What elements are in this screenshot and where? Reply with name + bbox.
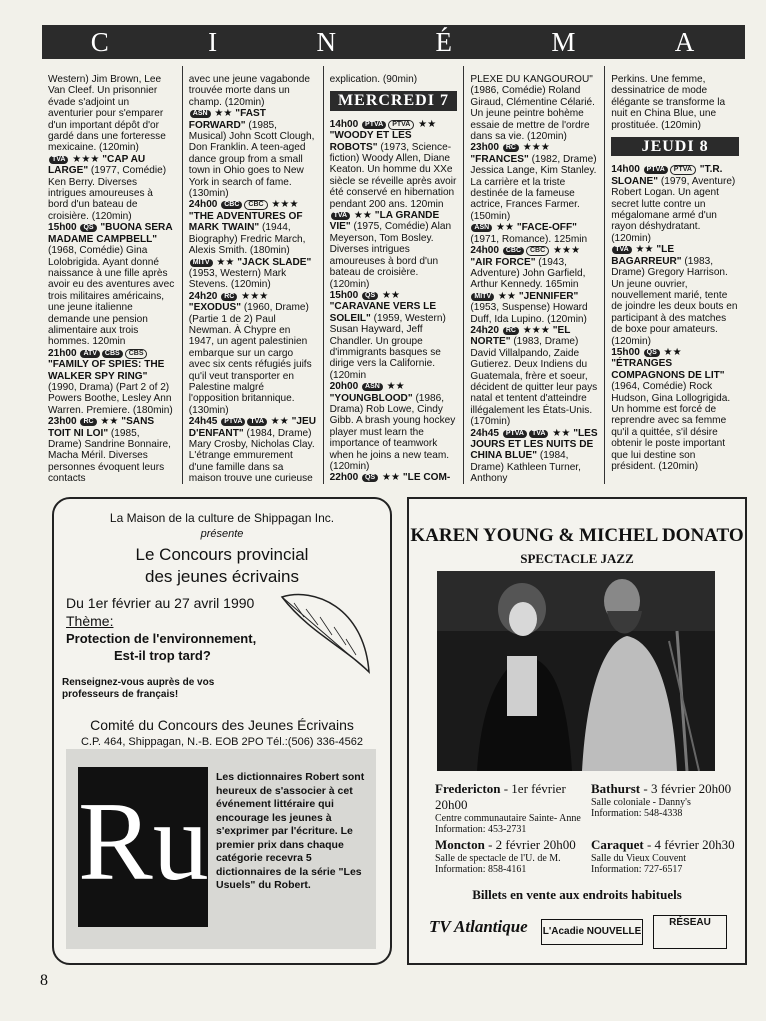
listing-time: 15h00 — [611, 346, 643, 358]
show-caraquet — [591, 837, 741, 875]
rating-stars: ★★★ — [238, 290, 269, 302]
movie-title: "AIR FORCE" — [470, 256, 539, 268]
channel-badge: PTVA — [644, 166, 668, 174]
movie-title: "T.R. SLOANE" — [611, 164, 723, 187]
ad-address: C.P. 464, Shippagan, N.-B. EOB 2PO Tél.:(506) 336-4562 — [80, 736, 364, 748]
movie-description: (1984, Drame) Kathleen Turner, Anthony — [470, 450, 581, 484]
movie-description: (1975, Comédie) Alan Meyerson, Tom Bosley. Diverses intrigues amoureuses à bord d'un bateau de croisière. (120min) — [329, 221, 452, 290]
listing-entry — [48, 154, 176, 222]
movie-title: "YOUNGBLOOD" — [329, 392, 416, 404]
sponsor-acadie-logo: L'Acadie NOUVELLE — [541, 919, 643, 945]
movie-title: "THE ADVENTURES OF MARK TWAIN" — [188, 210, 303, 234]
rating-stars: ★★ — [549, 427, 574, 439]
movie-title: "FACE-OFF" — [516, 222, 577, 234]
banner-letter: M — [551, 26, 578, 57]
listing-entry — [189, 291, 317, 416]
movie-description: (1983, Drame) David Villalpando, Zaide Gutierez. Deux Indiens du Guatemala, frère et soeur, décident de quitter leur pays natal et tentent d'atteindre illégalement les États-Unis. (170min) — [470, 336, 598, 428]
channel-badge: CBS — [125, 349, 148, 359]
channel-badge: TVA — [247, 418, 266, 426]
ad-title-line1: Le Concours provincial — [135, 545, 309, 564]
show-city: Moncton — [435, 837, 485, 852]
movie-description: (1985, Drame) Sandrine Bonnaire, Macha Méril. Diverses personnes évoquent leurs contacts — [48, 427, 171, 484]
rating-stars: ★★ — [493, 222, 517, 234]
movie-title: "CAP AU LARGE" — [48, 153, 146, 177]
listing-entry — [611, 347, 739, 472]
listing-entry — [470, 245, 598, 291]
listing-entry: Western) Jim Brown, Lee Van Cleef. Un prisonnier évade s'adjoint un aventurier pour s'emparer d'un important dépôt d'or gardé dans une forteresse mexicaine. (120min) — [48, 74, 166, 154]
listings — [42, 66, 745, 484]
rating-stars: ★★ — [415, 118, 437, 130]
channel-badge: TVA — [529, 430, 548, 438]
ad-info: Renseignez-vous auprès de vos professeurs de français! — [62, 677, 215, 700]
ad-org: La Maison de la culture de Shippagan Inc. — [109, 511, 335, 525]
channel-badge: CBC — [244, 200, 267, 210]
movie-title: "FRANCES" — [470, 153, 532, 165]
channel-badge: RC — [80, 418, 96, 426]
movie-description: (1944, Biography) Fredric March, Alexis Smith. (180min) — [188, 222, 306, 257]
listing-entry — [470, 142, 598, 222]
listing-time: 20h00 — [329, 381, 362, 393]
sponsor-tva-logo: TV Atlantique — [429, 917, 528, 936]
listing-time: 14h00 — [329, 118, 362, 130]
rating-stars: ★★ — [213, 256, 238, 268]
rating-stars: ★★ — [267, 416, 292, 428]
rating-stars: ★★ — [632, 244, 657, 256]
page-number: 8 — [40, 972, 48, 989]
show-fredericton — [435, 781, 585, 835]
movie-description: (1943, Adventure) John Garfield, Arthur Kennedy. 165min — [470, 256, 586, 291]
channel-badge: RC — [503, 144, 519, 152]
listing-entry: PLEXE DU KANGOUROU" (1986, Comédie) Roland Giraud, Clémentine Célarié. Un jeune peintre bohème essaie de mettre de l'ordre dans sa vie. (120min) — [470, 74, 595, 143]
movie-description: (1985, Musical) John Scott Clough, Don Franklin. A teen-aged dance group from a small town in Ohio goes to New York in search of fame. (130min) — [188, 119, 315, 200]
show-info: Information: 453-2731 — [435, 824, 527, 835]
listing-entry — [330, 210, 458, 290]
show-venue: Centre communautaire Sainte- Anne — [435, 813, 581, 824]
writing-contest-ad — [52, 497, 392, 965]
show-city: Bathurst — [591, 781, 641, 796]
day-header: MERCREDI 7 — [330, 91, 458, 110]
rating-stars: ★★★ — [550, 245, 581, 257]
listing-time: 24h20 — [470, 324, 502, 336]
show-date: - 4 février 20h30 — [646, 837, 735, 852]
rating-stars: ★★ — [379, 289, 401, 301]
listing-entry — [470, 428, 598, 484]
channel-badge: RC — [221, 293, 237, 301]
listing-column — [463, 66, 604, 484]
channel-badge: RC — [503, 327, 519, 335]
quill-icon — [274, 587, 374, 682]
movie-title: "ÉTRANGES COMPAGNONS DE LIT" — [611, 358, 725, 381]
movie-description: (1964, Comédie) Rock Hudson, Gina Lollogrigida. Un homme est forcé de reprendre avec sa femme qu'il a quittée, s'il désire obtenir le poste important que lui destine son président. (120min) — [611, 381, 731, 472]
movie-title: "LA GRANDE VIE" — [329, 210, 440, 233]
show-date: - 3 février 20h00 — [643, 781, 732, 796]
channel-badge: CBC — [503, 247, 524, 255]
sponsor-reseau-logo — [653, 915, 727, 949]
channel-badge: PTVA — [388, 120, 414, 130]
show-venue: Salle coloniale - Danny's — [591, 797, 691, 808]
listing-entry — [330, 119, 458, 210]
channel-badge: ASN — [471, 224, 492, 232]
ad-performers: KAREN YOUNG & MICHEL DONATO — [410, 525, 744, 546]
listing-column — [182, 66, 323, 484]
listing-entry — [330, 290, 458, 381]
movie-description: (1990, Drama) (Part 2 of 2) Powers Boothe, Lesley Ann Warren. Premiere. (180min) — [48, 381, 173, 416]
robert-logo: Ru — [78, 767, 208, 927]
show-city: Fredericton — [435, 781, 501, 796]
listing-time: 23h00 — [470, 142, 502, 154]
movie-description: (1986, Drama) Rob Lowe, Cindy Gibb. A brash young hockey player must learn the importance of teamwork when he joins a new team. (120min) — [329, 392, 456, 472]
ad-dates: Du 1er février au 27 avril 1990 — [66, 595, 255, 611]
show-info: Information: 727-6517 — [591, 864, 683, 875]
listing-entry — [470, 222, 598, 245]
movie-description: (1953, Suspense) Howard Duff, Ida Lupino. (120min) — [470, 302, 588, 325]
cinema-banner — [42, 25, 745, 59]
ad-theme-line1: Protection de l'environnement, — [66, 631, 257, 646]
show-bathurst — [591, 781, 741, 819]
channel-badge: QS — [362, 292, 378, 300]
banner-letter: A — [674, 26, 697, 57]
movie-title: "LES JOURS ET LES NUITS DE CHINA BLUE" — [470, 427, 598, 462]
rating-stars: ★★ — [383, 381, 405, 393]
banner-letter: É — [435, 26, 454, 57]
listing-entry — [330, 381, 458, 472]
robert-text: Les dictionnaires Robert sont heureux de s'associer à cet événement littéraire qui encourage les jeunes à s'exprimer par l'écriture. Le premier prix dans chaque catégorie recevra 5 dictionnaires de la série "Les Usuels" du Robert. — [216, 771, 365, 891]
movie-title: "WOODY ET LES ROBOTS" — [329, 130, 412, 153]
rating-stars: ★★★ — [519, 324, 553, 336]
banner-letter: I — [208, 26, 220, 57]
movie-description: (1953, Western) Mark Stevens. (120min) — [188, 267, 287, 291]
listing-entry: Perkins. Une femme, dessinatrice de mode élégante se transforme la nuit en China Blue, une prostituée. (120min) — [611, 74, 726, 131]
jazz-show-ad — [407, 497, 747, 965]
banner-letter: N — [316, 26, 339, 57]
channel-badge: CBC — [221, 201, 242, 209]
banner-letter: C — [90, 26, 111, 57]
show-info: Information: 548-4338 — [591, 808, 683, 819]
rating-stars: ★★★ — [268, 199, 299, 211]
show-venue: Salle de spectacle de l'U. de M. — [435, 853, 561, 864]
listing-entry — [470, 291, 598, 325]
channel-badge: CBC — [526, 246, 549, 256]
listing-entry — [189, 416, 317, 484]
show-venue: Salle du Vieux Couvent — [591, 853, 687, 864]
channel-badge: PTVA — [670, 165, 696, 175]
rating-stars: ★★ — [351, 210, 375, 222]
rating-stars: ★★ — [211, 108, 236, 120]
listing-entry — [48, 348, 176, 416]
ad-subtitle: SPECTACLE JAZZ — [520, 551, 634, 566]
channel-badge: QS — [80, 224, 96, 232]
listing-entry — [470, 325, 598, 428]
rating-stars: ★★ — [97, 416, 122, 428]
channel-badge: PTVA — [362, 121, 386, 129]
ad-presents: présente — [200, 528, 244, 540]
movie-title: "SANS TOIT NI LOI" — [48, 416, 155, 439]
movie-title: "FAST FORWARD" — [188, 108, 266, 131]
listing-time: 24h00 — [470, 245, 502, 257]
channel-badge: PTVA — [221, 418, 245, 426]
channel-badge: MITV — [190, 259, 213, 267]
rating-stars: ★★ — [379, 472, 403, 484]
channel-badge: TVA — [49, 156, 68, 164]
movie-description: (1959, Western) Susan Hayward, Jeff Chandler. Un groupe d'immigrants basques se dirige vers la Californie. (120min — [329, 312, 446, 381]
listing-entry: avec une jeune vagabonde trouvée morte dans un champ. (120min) — [188, 74, 311, 108]
movie-description: (1973, Science-fiction) Woody Allen, Diane Keaton. Un homme du XXe siècle se réveille après avoir été conservé en hibernation pendant 200 ans. 120min — [329, 141, 457, 210]
movie-title: "LE COM- — [402, 472, 451, 484]
listing-column — [323, 66, 464, 484]
movie-title: "LE BAGARREUR" — [611, 244, 685, 267]
sponsor-reseau-label: RÉSEAU — [669, 917, 711, 928]
channel-badge: TVA — [331, 212, 350, 220]
movie-title: "JACK SLADE" — [237, 256, 312, 268]
listing-entry: explication. (90min) — [329, 74, 418, 85]
show-city: Caraquet — [591, 837, 644, 852]
show-date: - 1er février 20h00 — [435, 781, 566, 812]
movie-title: "JENNIFER" — [518, 290, 579, 302]
day-header: JEUDI 8 — [611, 137, 739, 156]
movie-title: "CARAVANE VERS LE SOLEIL" — [329, 301, 437, 324]
movie-description: (1984, Drame) Mary Crosby, Nicholas Clay. L'étrange emmurement d'une famille dans sa maison trouve une curieuse — [188, 427, 315, 484]
channel-badge: MITV — [471, 293, 494, 301]
listing-time: 24h20 — [188, 290, 221, 302]
listing-column — [604, 66, 745, 484]
listing-time: 15h00 — [48, 222, 80, 234]
listing-time: 24h45 — [470, 427, 502, 439]
movie-title: "JEU D'ENFANT" — [188, 416, 317, 439]
movie-description: (1977, Comédie) Ken Berry. Diverses intrigues amoureuses à bord d'un bateau de croisière. (120min) — [48, 165, 167, 222]
channel-badge: TVA — [612, 246, 631, 254]
listing-entry — [48, 222, 176, 347]
listing-entry — [611, 164, 739, 244]
channel-badge: ASN — [362, 383, 383, 391]
rating-stars: ★★★ — [519, 142, 550, 154]
movie-description: (1983, Drame) Gregory Harrison. Un jeune ouvrier, nouvellement marié, tente de joindre les deux bouts en participant à des matches de boxe pour amateurs. (120min) — [611, 255, 738, 347]
movie-description: (1968, Comédie) Gina Lolobrigida. Ayant donné naissance à une fille après avoir eu des aventures avec trois militaires américains, une jeune italienne demande une pension alimentaire aux trois hommes. 120min — [48, 245, 175, 348]
movie-description: (1960, Drame) (Partie 1 de 2) Paul Newman. À Chypre en 1947, un agent palestinien embarque sur un cargo avec six cents réfugiés juifs qu'il veut transporter en Palestine malgré l'opposition britannique. (130min) — [188, 302, 312, 416]
movie-description: (1971, Romance). 125min — [470, 233, 588, 245]
listing-entry — [330, 472, 458, 483]
listing-time: 21h00 — [48, 347, 80, 359]
listing-entry — [611, 244, 739, 347]
movie-title: "FAMILY OF SPIES: THE WALKER SPY RING" — [48, 359, 165, 382]
ad-title-line2: des jeunes écrivains — [144, 567, 300, 586]
movie-title: "EXODUS" — [188, 302, 244, 314]
performers-photo — [437, 571, 715, 771]
channel-badge: QS — [362, 474, 378, 482]
movie-title: "BUONA SERA MADAME CAMPBELL" — [48, 222, 173, 245]
channel-badge: CBS — [102, 350, 123, 358]
movie-description: (1979, Aventure) Robert Logan. Un agent secret lutte contre un mégalomane armé d'un rayon déshydratant. (120min) — [611, 175, 736, 244]
listing-entry — [48, 416, 176, 484]
listing-time: 24h45 — [188, 416, 221, 428]
ad-committee: Comité du Concours des Jeunes Écrivains — [90, 717, 354, 733]
robert-box — [66, 749, 376, 949]
listing-column — [42, 66, 182, 484]
channel-badge: PTVA — [503, 430, 527, 438]
channel-badge: QS — [644, 349, 660, 357]
ad-theme-label: Thème: — [66, 613, 114, 629]
listing-entry — [189, 108, 317, 199]
listing-time: 14h00 — [611, 164, 643, 176]
listing-time: 24h00 — [188, 199, 221, 211]
listing-entry — [189, 257, 317, 291]
rating-stars: ★★ — [495, 290, 519, 302]
movie-description: (1982, Drame) Jessica Lange, Kim Stanley. La carrière et la triste destinée de la fameuse actrice, Frances Farmer. (150min) — [470, 153, 597, 222]
movie-title: "EL NORTE" — [470, 324, 571, 348]
ad-tickets: Billets en vente aux endroits habituels — [472, 887, 682, 902]
channel-badge: ATV — [80, 350, 99, 358]
rating-stars: ★★★ — [69, 153, 103, 165]
show-date: - 2 février 20h00 — [488, 837, 576, 852]
listing-entry — [189, 199, 317, 256]
listing-time: 22h00 — [329, 472, 362, 484]
show-info: Information: 858-4161 — [435, 864, 527, 875]
listing-time: 15h00 — [329, 289, 362, 301]
ad-theme-line2: Est-il trop tard? — [114, 648, 211, 663]
listing-time: 23h00 — [48, 416, 80, 428]
rating-stars: ★★ — [660, 346, 682, 358]
channel-badge: ASN — [190, 110, 211, 118]
show-moncton — [435, 837, 585, 875]
